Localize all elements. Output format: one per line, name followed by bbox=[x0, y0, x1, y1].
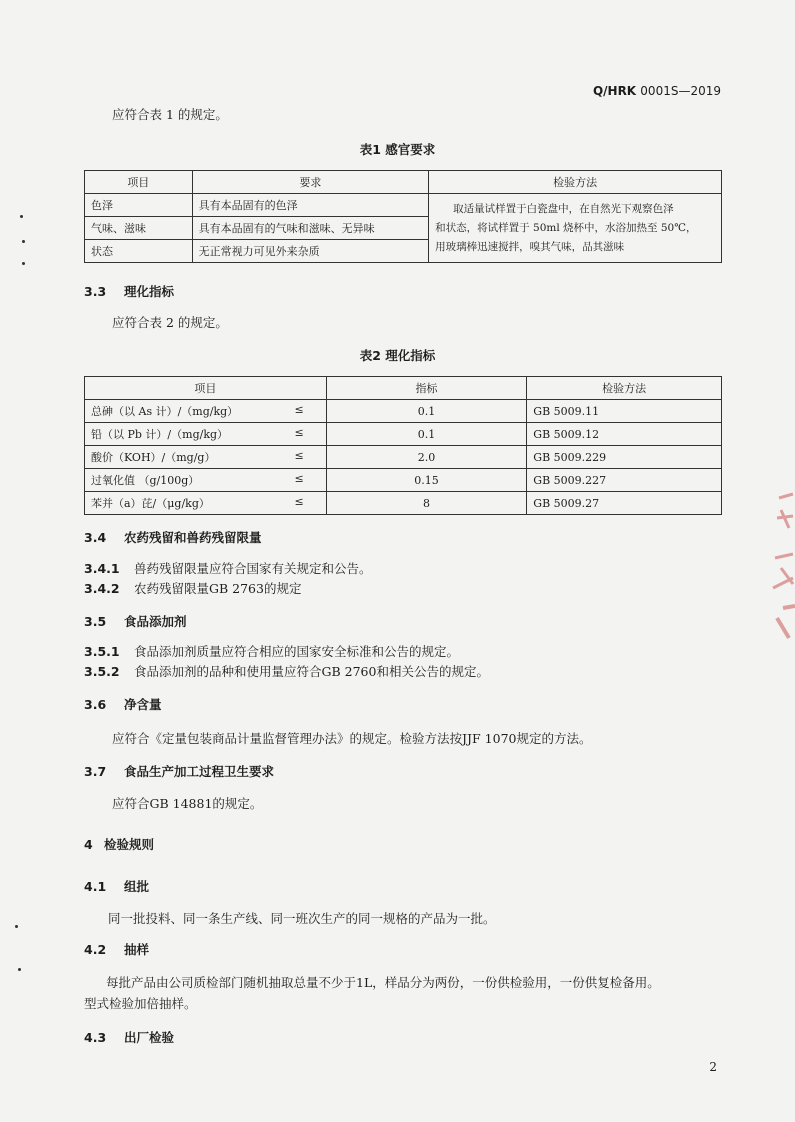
section-3-4-1 bbox=[84, 560, 372, 578]
item-name: 铅（以 Pb 计）/（mg/kg） bbox=[91, 428, 229, 441]
table-row bbox=[85, 400, 722, 423]
binding-hole-mark bbox=[20, 215, 23, 218]
table-row bbox=[85, 469, 722, 492]
cell-method: GB 5009.12 bbox=[527, 423, 722, 446]
section-4-3-heading bbox=[84, 1028, 174, 1046]
section-title: 出厂检验 bbox=[124, 1030, 175, 1045]
section-3-5-heading bbox=[84, 612, 187, 630]
table-header-row bbox=[85, 171, 722, 194]
item-name: 酸价（KOH）/（mg/g） bbox=[91, 451, 216, 464]
table-row bbox=[85, 446, 722, 469]
section-4-1-heading bbox=[84, 877, 149, 895]
section-4-heading bbox=[84, 835, 154, 853]
table2-caption: 表2 理化指标 bbox=[359, 348, 436, 363]
section-text: 食品添加剂质量应符合相应的国家安全标准和公告的规定。 bbox=[134, 644, 460, 659]
section-3-4-heading bbox=[84, 528, 262, 546]
section-4-2-text: 每批产品由公司质检部门随机抽取总量不少于1L，样品分为两份，一份供检验用，一份供复检备用。 bbox=[106, 975, 660, 990]
section-title: 组批 bbox=[124, 879, 150, 894]
cell-item bbox=[85, 400, 327, 423]
cell-value: 0.1 bbox=[326, 423, 527, 446]
binding-hole-mark bbox=[18, 968, 21, 971]
section-number: 4.2 bbox=[84, 942, 107, 957]
cell-requirement: 无正常视力可见外来杂质 bbox=[192, 240, 429, 263]
cell-item: 气味、滋味 bbox=[85, 217, 193, 240]
binding-hole-mark bbox=[22, 240, 25, 243]
header-index: 指标 bbox=[326, 377, 527, 400]
section-title: 农药残留和兽药残留限量 bbox=[124, 530, 262, 545]
cell-item bbox=[85, 492, 327, 515]
cell-value: 2.0 bbox=[326, 446, 527, 469]
header-method: 检验方法 bbox=[527, 377, 722, 400]
section-title: 食品生产加工过程卫生要求 bbox=[124, 764, 275, 779]
cell-requirement: 具有本品固有的气味和滋味、无异味 bbox=[192, 217, 429, 240]
section-title: 食品添加剂 bbox=[124, 614, 187, 629]
header-item: 项目 bbox=[85, 171, 193, 194]
section-text: 农药残留限量GB 2763的规定 bbox=[134, 581, 302, 596]
red-seal-stamp bbox=[759, 488, 795, 658]
section-number: 3.5.1 bbox=[84, 644, 120, 659]
cell-item: 状态 bbox=[85, 240, 193, 263]
cell-method: GB 5009.11 bbox=[527, 400, 722, 423]
section-title: 理化指标 bbox=[124, 284, 175, 299]
binding-hole-mark bbox=[22, 262, 25, 265]
cell-item bbox=[85, 469, 327, 492]
section-3-6-text: 应符合《定量包装商品计量监督管理办法》的规定。检验方法按JJF 1070规定的方法。 bbox=[112, 731, 592, 746]
section-number: 3.4 bbox=[84, 530, 107, 545]
table-row bbox=[85, 423, 722, 446]
cell-method: GB 5009.227 bbox=[527, 469, 722, 492]
section-text: 食品添加剂的品种和使用量应符合GB 2760和相关公告的规定。 bbox=[134, 664, 489, 679]
section-4-1-text: 同一批投料、同一条生产线、同一班次生产的同一规格的产品为一批。 bbox=[108, 911, 496, 926]
section-number: 3.5.2 bbox=[84, 664, 120, 679]
standard-code: Q/HRK bbox=[592, 84, 637, 98]
section-3-7-text: 应符合GB 14881的规定。 bbox=[112, 796, 263, 811]
header-method: 检验方法 bbox=[429, 171, 722, 194]
section-4-2-text-2: 型式检验加倍抽样。 bbox=[84, 996, 197, 1011]
method-line: 和状态，将试样置于 50ml 烧杯中，水浴加热至 50℃， bbox=[435, 221, 697, 234]
section-number: 4.1 bbox=[84, 879, 107, 894]
table-row bbox=[85, 194, 722, 217]
table-row bbox=[85, 492, 722, 515]
section-number: 3.5 bbox=[84, 614, 107, 629]
cell-item: 色泽 bbox=[85, 194, 193, 217]
table-header-row bbox=[85, 377, 722, 400]
table-physicochemical bbox=[84, 376, 722, 515]
section-3-6-heading bbox=[84, 695, 162, 713]
item-name: 苯并（a）芘/（μg/kg） bbox=[91, 497, 210, 510]
standard-number: 0001S—2019 bbox=[640, 84, 721, 98]
item-name: 总砷（以 As 计）/（mg/kg） bbox=[91, 405, 239, 418]
section-text: 兽药残留限量应符合国家有关规定和公告。 bbox=[134, 561, 372, 576]
section-number: 3.3 bbox=[84, 284, 107, 299]
method-line: 用玻璃棒迅速搅拌，嗅其气味，品其滋味 bbox=[435, 240, 625, 253]
cell-method: GB 5009.229 bbox=[527, 446, 722, 469]
cell-value: 0.15 bbox=[326, 469, 527, 492]
seal-stamp-icon bbox=[759, 488, 795, 658]
table-sensory bbox=[84, 170, 722, 263]
item-name: 过氧化值 （g/100g） bbox=[91, 474, 200, 487]
header-item: 项目 bbox=[85, 377, 327, 400]
binding-hole-mark bbox=[15, 925, 18, 928]
section-3-3-text: 应符合表 2 的规定。 bbox=[112, 315, 228, 330]
section-3-7-heading bbox=[84, 762, 274, 780]
header-requirement: 要求 bbox=[192, 171, 429, 194]
intro-text: 应符合表 1 的规定。 bbox=[112, 107, 228, 122]
section-number: 4.3 bbox=[84, 1030, 107, 1045]
section-3-4-2 bbox=[84, 580, 301, 598]
operator: ≤ bbox=[294, 472, 304, 485]
method-line: 取适量试样置于白瓷盘中，在自然光下观察色泽 bbox=[453, 202, 674, 215]
section-title: 检验规则 bbox=[104, 837, 155, 852]
cell-item bbox=[85, 423, 327, 446]
operator: ≤ bbox=[294, 403, 304, 416]
section-3-5-2 bbox=[84, 663, 489, 681]
section-title: 净含量 bbox=[124, 697, 162, 712]
operator: ≤ bbox=[294, 426, 304, 439]
document-code bbox=[593, 84, 721, 98]
section-number: 3.6 bbox=[84, 697, 107, 712]
section-number: 3.4.1 bbox=[84, 561, 120, 576]
cell-value: 8 bbox=[326, 492, 527, 515]
cell-value: 0.1 bbox=[326, 400, 527, 423]
section-3-3-heading bbox=[84, 282, 174, 300]
section-3-5-1 bbox=[84, 643, 459, 661]
section-number: 4 bbox=[84, 837, 93, 852]
page-number: 2 bbox=[709, 1060, 717, 1074]
cell-item bbox=[85, 446, 327, 469]
section-number: 3.4.2 bbox=[84, 581, 120, 596]
cell-method bbox=[429, 194, 722, 263]
operator: ≤ bbox=[294, 495, 304, 508]
section-title: 抽样 bbox=[124, 942, 150, 957]
cell-method: GB 5009.27 bbox=[527, 492, 722, 515]
section-4-2-heading bbox=[84, 940, 149, 958]
table1-caption: 表1 感官要求 bbox=[359, 142, 436, 157]
operator: ≤ bbox=[294, 449, 304, 462]
section-number: 3.7 bbox=[84, 764, 107, 779]
cell-requirement: 具有本品固有的色泽 bbox=[192, 194, 429, 217]
